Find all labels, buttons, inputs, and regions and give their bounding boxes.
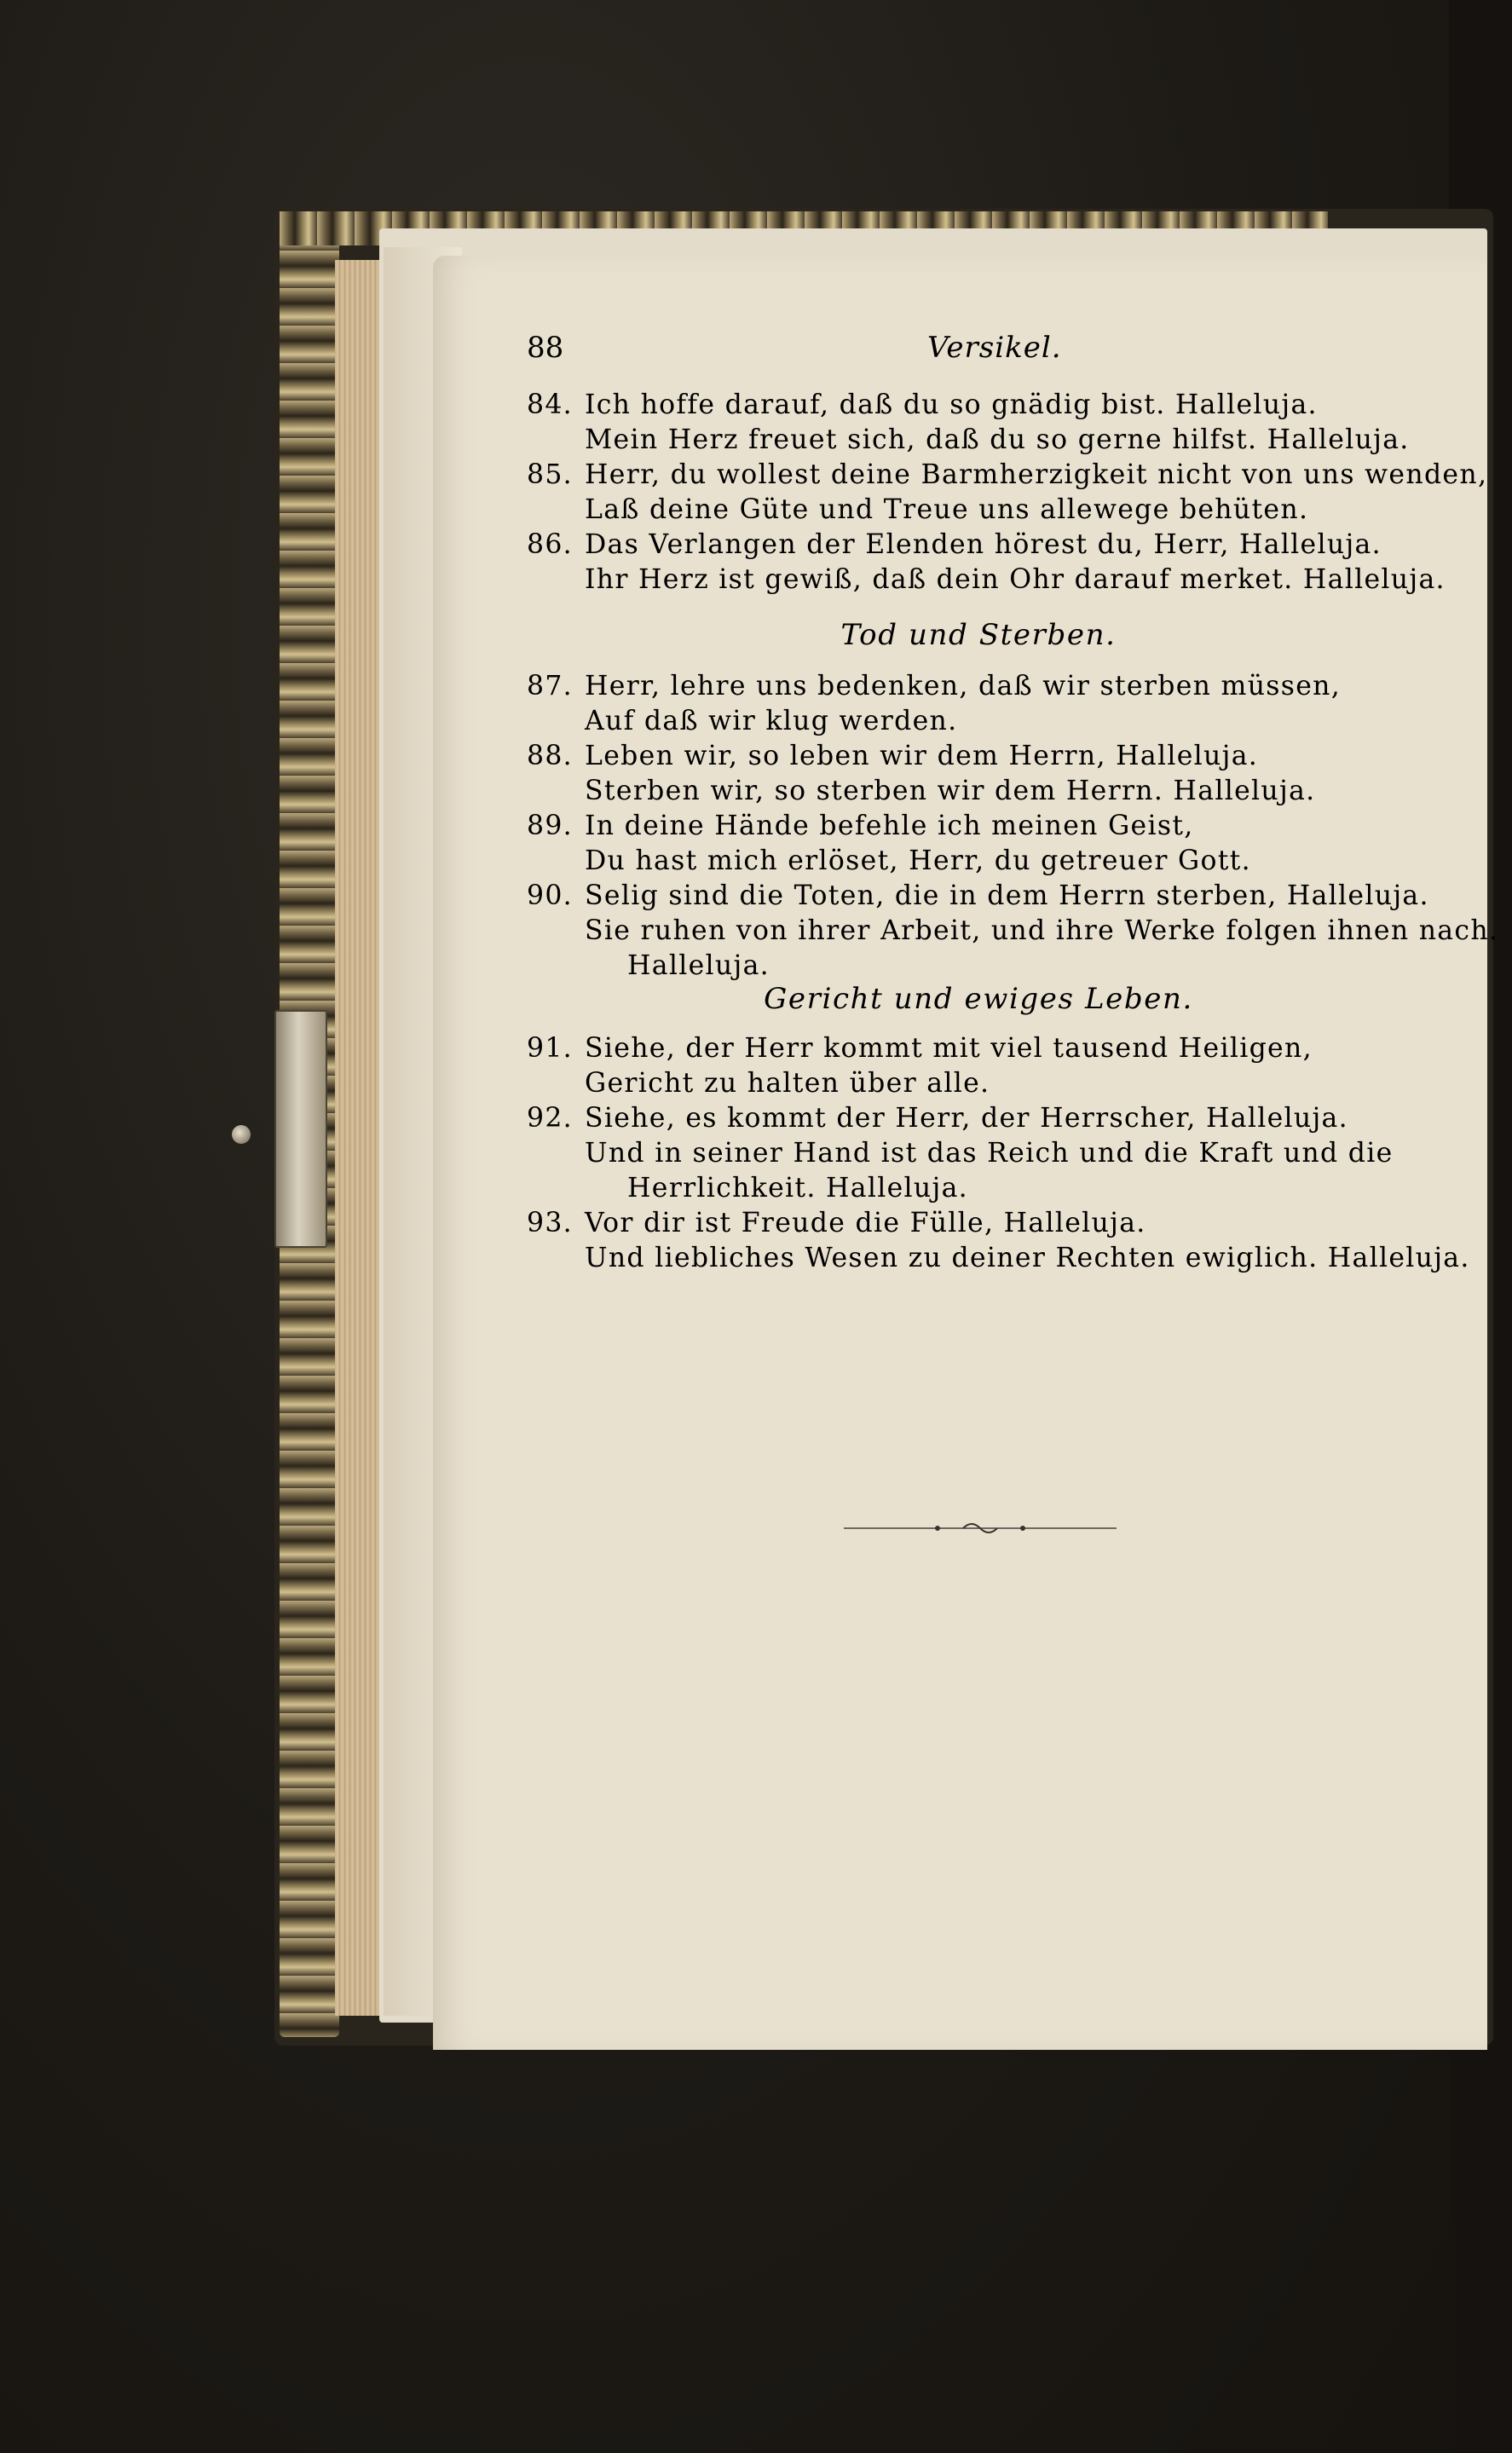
page-edges bbox=[335, 260, 386, 2016]
verse-line: Gericht zu halten über alle. bbox=[585, 1068, 990, 1099]
verse-line: Halleluja. bbox=[627, 950, 770, 981]
verse-line: In deine Hände befehle ich meinen Geist, bbox=[585, 811, 1194, 841]
verse-number: 85. bbox=[527, 459, 573, 490]
verse-number: 88. bbox=[527, 741, 573, 771]
verse-line: Ich hoffe darauf, daß du so gnädig bist. Halleluja. bbox=[585, 390, 1318, 420]
verse-line: Sterben wir, so sterben wir dem Herrn. Halleluja. bbox=[585, 776, 1316, 806]
verse-line: Ihr Herz ist gewiß, daß dein Ohr darauf merket. Halleluja. bbox=[585, 564, 1446, 595]
end-ornament bbox=[844, 1515, 1117, 1541]
verse-number: 89. bbox=[527, 811, 573, 841]
verse-line: Mein Herz freuet sich, daß du so gerne hilfst. Halleluja. bbox=[585, 424, 1410, 455]
verse-line: Siehe, der Herr kommt mit viel tausend Heiligen, bbox=[585, 1033, 1313, 1064]
verse-line: Vor dir ist Freude die Fülle, Halleluja. bbox=[585, 1208, 1146, 1238]
section-heading-judgment: Gericht und ewiges Leben. bbox=[764, 982, 1193, 1016]
verse-number: 86. bbox=[527, 529, 573, 560]
clasp-knob bbox=[232, 1125, 251, 1144]
verse-number: 87. bbox=[527, 671, 573, 701]
book-clasp bbox=[274, 1010, 327, 1248]
verse-line: Auf daß wir klug werden. bbox=[585, 706, 958, 736]
verse-line: Herr, lehre uns bedenken, daß wir sterben müssen, bbox=[585, 671, 1342, 701]
page-header-title: Versikel. bbox=[927, 331, 1062, 365]
verse-line: Laß deine Güte und Treue uns allewege behüten. bbox=[585, 494, 1309, 525]
section-heading-death: Tod und Sterben. bbox=[840, 618, 1117, 652]
verse-line: Das Verlangen der Elenden hörest du, Herr, Halleluja. bbox=[585, 529, 1382, 560]
verse-line: Herrlichkeit. Halleluja. bbox=[627, 1173, 968, 1203]
verse-line: Selig sind die Toten, die in dem Herrn sterben, Halleluja. bbox=[585, 880, 1429, 911]
verse-line: Leben wir, so leben wir dem Herrn, Halleluja. bbox=[585, 741, 1259, 771]
page-number: 88 bbox=[527, 331, 564, 365]
verse-line: Herr, du wollest deine Barmherzigkeit nicht von uns wenden, bbox=[585, 459, 1488, 490]
verse-number: 91. bbox=[527, 1033, 573, 1064]
verse-number: 92. bbox=[527, 1103, 573, 1134]
verse-line: Du hast mich erlöset, Herr, du getreuer Gott. bbox=[585, 846, 1251, 876]
verse-line: Und liebliches Wesen zu deiner Rechten ewiglich. Halleluja. bbox=[585, 1243, 1470, 1273]
running-head bbox=[527, 331, 1430, 373]
verse-number: 90. bbox=[527, 880, 573, 911]
verse-line: Siehe, es kommt der Herr, der Herrscher, Halleluja. bbox=[585, 1103, 1348, 1134]
verse-line: Sie ruhen von ihrer Arbeit, und ihre Werke folgen ihnen nach. bbox=[585, 915, 1499, 946]
verse-line: Und in seiner Hand ist das Reich und die Kraft und die bbox=[585, 1138, 1394, 1169]
verse-number: 84. bbox=[527, 390, 573, 420]
verse-number: 93. bbox=[527, 1208, 573, 1238]
